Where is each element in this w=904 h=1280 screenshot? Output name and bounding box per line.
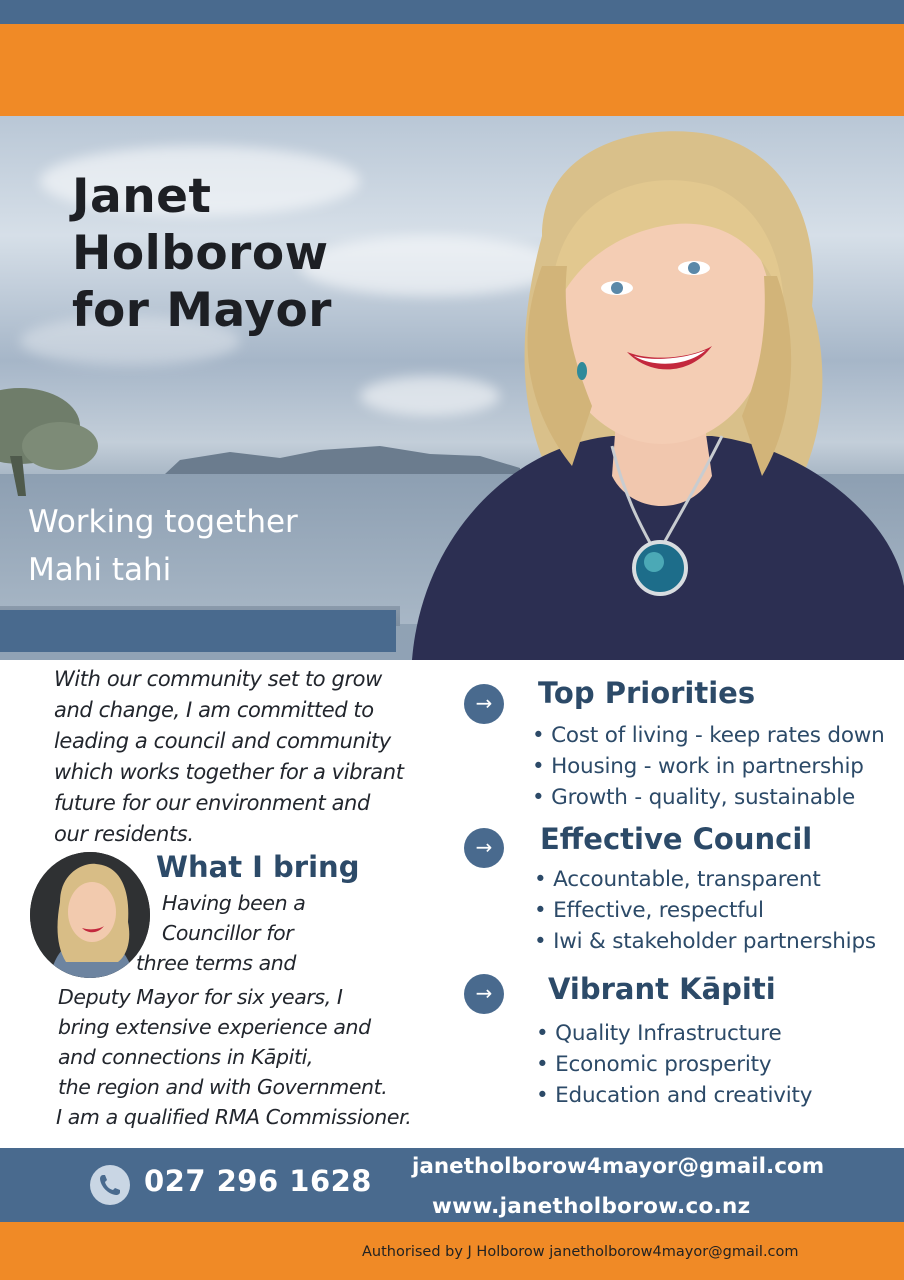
what-i-bring-text: Having been a Councillor for three terms and Deputy Mayor for six years, I bring extensive experience and and connections in Kāpiti, the region and with Government. I am a qualified RMA Commissioner. xyxy=(56,891,412,1129)
hero-blue-strip xyxy=(0,610,396,652)
list-item: • Economic prosperity xyxy=(536,1052,772,1077)
tagline: Working together Mahi tahi xyxy=(28,504,298,588)
arrow-right-icon: → xyxy=(464,684,504,724)
arrow-right-icon: → xyxy=(464,974,504,1014)
authorisation-statement: Authorised by J Holborow janetholborow4mayor@gmail.com xyxy=(362,1244,799,1260)
hero-banner xyxy=(0,116,904,660)
list-item: • Housing - work in partnership xyxy=(532,754,864,779)
top-blue-band xyxy=(0,0,904,24)
priority-heading: Effective Council xyxy=(540,822,813,856)
what-i-bring-heading: What I bring xyxy=(156,850,360,884)
arrow-right-icon: → xyxy=(464,828,504,868)
intro-paragraph: With our community set to grow and change, I am committed to leading a council and community which works together for a vibrant future for our environment and our residents. xyxy=(54,667,404,846)
contact-email[interactable]: janetholborow4mayor@gmail.com xyxy=(412,1154,825,1179)
list-item: • Education and creativity xyxy=(536,1083,813,1108)
list-item: • Quality Infrastructure xyxy=(536,1021,782,1046)
candidate-portrait xyxy=(392,116,904,660)
pohutukawa-tree-illustration xyxy=(0,366,110,496)
phone-icon xyxy=(90,1165,130,1205)
priority-heading: Top Priorities xyxy=(538,676,756,710)
website-link[interactable]: www.janetholborow.co.nz xyxy=(432,1194,751,1219)
top-orange-band xyxy=(0,24,904,116)
priority-list xyxy=(536,1018,812,1111)
list-item: • Cost of living - keep rates down xyxy=(532,723,885,748)
priority-list xyxy=(532,720,885,813)
priority-list xyxy=(534,864,876,957)
candidate-title: Janet Holborow for Mayor xyxy=(72,169,332,338)
list-item: • Effective, respectful xyxy=(534,898,764,923)
priority-heading: Vibrant Kāpiti xyxy=(548,972,776,1006)
phone-number[interactable]: 027 296 1628 xyxy=(144,1164,372,1198)
list-item: • Iwi & stakeholder partnerships xyxy=(534,929,876,954)
list-item: • Growth - quality, sustainable xyxy=(532,785,856,810)
list-item: • Accountable, transparent xyxy=(534,867,821,892)
